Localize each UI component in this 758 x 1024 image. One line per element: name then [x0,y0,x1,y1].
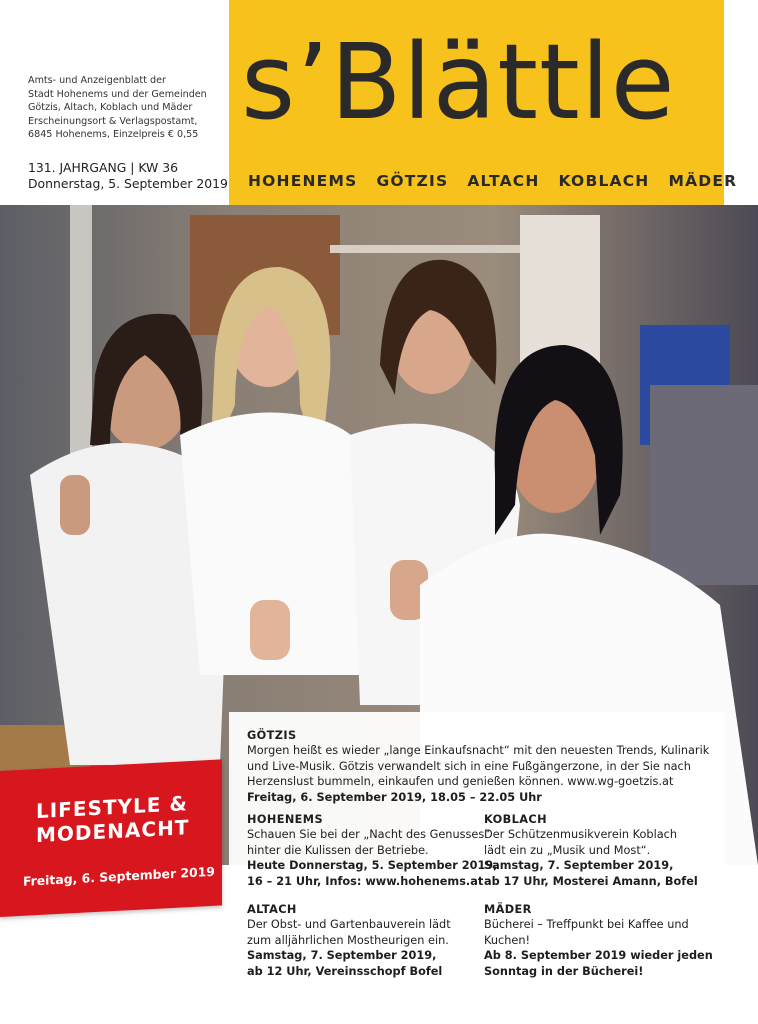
event-koblach [484,812,698,889]
town-label: ALTACH [467,172,540,190]
event-text: zum alljährlichen Mostheurigen ein. [247,933,449,947]
event-when: Ab 8. September 2019 wieder jeden [484,949,713,963]
lifestyle-badge [0,759,222,917]
event-heading: KOBLACH [484,813,547,826]
issue-date: Donnerstag, 5. September 2019 [28,176,228,191]
event-text: Der Obst- und Gartenbauverein lädt [247,918,451,932]
masthead-title: s’Blättle [241,21,676,143]
event-when: Heute Donnerstag, 5. September 2019, [247,859,498,873]
event-heading: MÄDER [484,903,532,916]
imprint-line: Götzis, Altach, Koblach und Mäder [28,102,193,114]
event-when: Samstag, 7. September 2019, [247,949,437,963]
event-goetzis [247,728,709,805]
badge-title [36,791,189,847]
imprint-line: Amts- und Anzeigenblatt der [28,75,166,86]
event-text: Bücherei – Treffpunkt bei Kaffee und [484,918,689,932]
event-text: hinter die Kulissen der Betriebe. [247,843,429,857]
imprint [28,74,228,142]
event-text: Kuchen! [484,933,531,947]
masthead [229,0,738,216]
issue-info [28,160,228,192]
event-text: lädt ein zu „Musik und Most“. [484,843,651,857]
event-text: Morgen heißt es wieder „lange Einkaufsnacht“ mit den neuesten Trends, Kulinarik [247,744,710,758]
event-heading: ALTACH [247,903,297,916]
event-when: 16 – 21 Uhr, Infos: www.hohenems.at [247,874,484,888]
town-label: GÖTZIS [376,172,449,190]
town-label: KOBLACH [558,172,650,190]
imprint-line: Stadt Hohenems und der Gemeinden [28,88,207,100]
event-text: Schauen Sie bei der „Nacht des Genusses“ [247,828,491,842]
badge-date: Freitag, 6. September 2019 [23,863,215,889]
event-when: ab 12 Uhr, Vereinsschopf Bofel [247,964,443,978]
events-panel [229,712,724,1024]
issue-volume: 131. JAHRGANG | KW 36 [28,160,179,175]
imprint-line: Erscheinungsort & Verlagspostamt, [28,115,198,127]
event-text: Der Schützenmusikverein Koblach [484,828,678,842]
town-label: MÄDER [668,172,738,190]
badge-title-line: LIFESTYLE & [36,791,188,824]
town-label: HOHENEMS [248,172,358,190]
masthead-towns [248,172,737,190]
event-when: ab 17 Uhr, Mosterei Amann, Bofel [484,874,698,888]
imprint-line: 6845 Hohenems, Einzelpreis € 0,55 [28,129,199,141]
event-when: Samstag, 7. September 2019, [484,859,674,873]
badge-title-line: MODENACHT [36,815,190,848]
event-heading: GÖTZIS [247,729,297,742]
event-text: und Live-Musik. Götzis verwandelt sich in eine Fußgängerzone, in der Sie nach [247,759,691,773]
event-when: Freitag, 6. September 2019, 18.05 – 22.05 Uhr [247,790,542,804]
event-altach [247,902,451,979]
event-heading: HOHENEMS [247,813,323,826]
event-hohenems [247,812,497,889]
event-maeder [484,902,713,979]
event-when: Sonntag in der Bücherei! [484,964,644,978]
event-text: Herzenslust bummeln, einkaufen und genießen können. www.wg-goetzis.at [247,775,674,789]
